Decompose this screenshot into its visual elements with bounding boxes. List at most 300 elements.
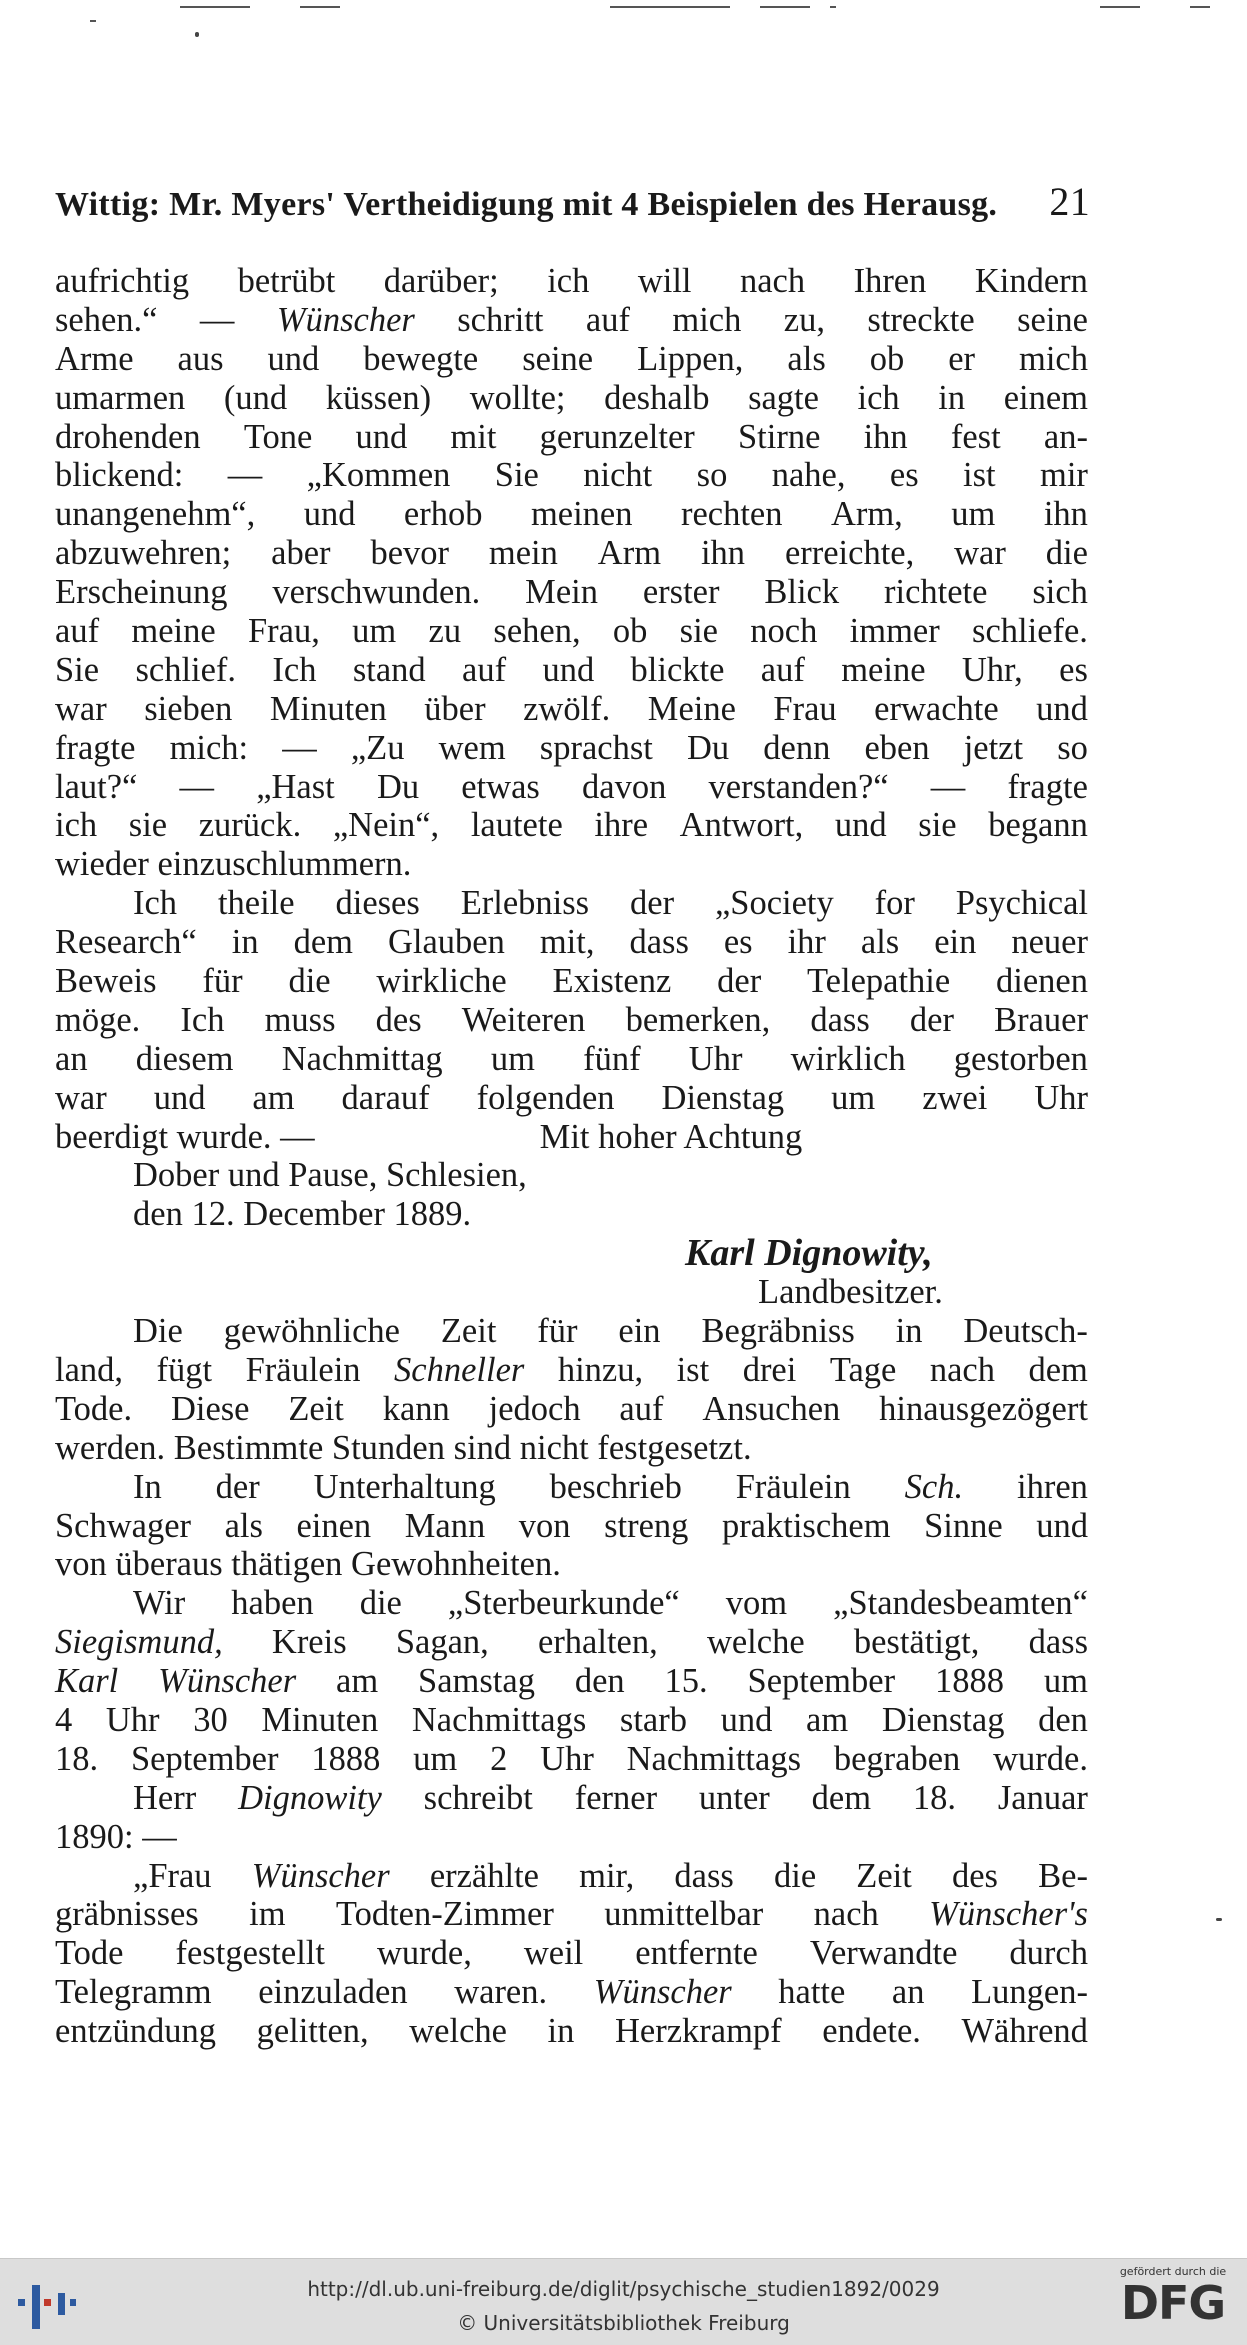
- text-line: [55, 1507, 1088, 1546]
- word: dass: [674, 1856, 734, 1895]
- word: haben: [231, 1584, 314, 1623]
- word: Kindern: [974, 262, 1088, 300]
- text-line: [55, 1195, 1088, 1234]
- word: 18.: [912, 1778, 957, 1817]
- word: wirklich: [790, 1039, 906, 1078]
- text-segment: [55, 612, 1088, 651]
- word: nahe,: [771, 456, 846, 495]
- word: —: [930, 767, 966, 806]
- word: Herzkrampf: [614, 2012, 782, 2051]
- text-segment: [133, 1857, 1088, 1896]
- word: mit: [450, 417, 497, 456]
- word: ich: [55, 806, 98, 845]
- word: schritt: [457, 300, 544, 339]
- word: In: [133, 1467, 162, 1506]
- word: Dienstag: [881, 1700, 1005, 1739]
- word: gräbnisses: [55, 1895, 199, 1934]
- word: Karl: [55, 1662, 119, 1701]
- word: nach: [929, 1350, 995, 1389]
- word: für: [537, 1312, 578, 1351]
- word: Stirne: [737, 417, 821, 456]
- word: begraben: [833, 1739, 961, 1778]
- text-segment: [55, 768, 1088, 807]
- word: Tode.: [55, 1389, 133, 1428]
- word: als: [224, 1506, 263, 1545]
- word: „Kommen: [306, 456, 451, 495]
- text-line: [55, 495, 1088, 534]
- word: Schneller: [394, 1350, 525, 1389]
- word: Todten-Zimmer: [335, 1895, 554, 1934]
- word: Telepathie: [807, 962, 951, 1001]
- word: Wünscher: [593, 1973, 732, 2012]
- word: Schwager: [55, 1506, 192, 1545]
- signature-name: Karl Dignowity,: [685, 1232, 933, 1275]
- word: Siegismund,: [55, 1623, 223, 1662]
- text-line: [55, 379, 1088, 418]
- text-line: [55, 1623, 1088, 1662]
- word: ferner: [574, 1778, 658, 1817]
- text-segment: [55, 573, 1088, 612]
- word: entfernte: [635, 1934, 758, 1973]
- word: Existenz: [552, 962, 672, 1001]
- word: dieses: [335, 884, 420, 923]
- word: Ich: [133, 884, 178, 923]
- word: schlief.: [135, 650, 237, 689]
- word: Sch.: [904, 1467, 964, 1506]
- text-line: [55, 1390, 1088, 1429]
- word: meinen: [530, 495, 633, 534]
- word: auf: [619, 1389, 664, 1428]
- word: Uhr,: [961, 650, 1023, 689]
- word: 18.: [55, 1739, 99, 1778]
- word: Diese: [170, 1389, 250, 1428]
- word: drohenden: [55, 417, 201, 456]
- word: bewegte: [363, 339, 479, 378]
- word: am: [806, 1700, 849, 1739]
- text-line: [55, 1662, 1088, 1701]
- word: davon: [582, 767, 667, 806]
- word: am: [252, 1078, 295, 1117]
- text-line: [55, 1001, 1088, 1040]
- word: 4: [55, 1700, 73, 1739]
- word: jetzt: [963, 728, 1024, 767]
- word: September: [130, 1739, 279, 1778]
- word: war: [55, 1078, 107, 1117]
- word: entzündung: [55, 2012, 216, 2051]
- word: sie: [918, 806, 957, 845]
- word: hinausgezögert: [879, 1389, 1088, 1428]
- word: wurde.: [993, 1739, 1088, 1778]
- word: um: [490, 1039, 535, 1078]
- word: Mein: [525, 573, 598, 612]
- word: Psychical: [955, 884, 1088, 923]
- word: des: [951, 1856, 998, 1895]
- word: des: [375, 1000, 422, 1039]
- word: Während: [961, 2012, 1088, 2051]
- text-segment: [55, 806, 1088, 845]
- word: —: [199, 300, 235, 339]
- word: ihn: [1043, 495, 1088, 534]
- word: „Society: [714, 884, 834, 923]
- word: Erscheinung: [55, 573, 228, 612]
- word: in: [231, 923, 259, 962]
- word: beschrieb: [549, 1467, 682, 1506]
- text-segment: den 12. December 1889.: [133, 1195, 472, 1234]
- word: um: [1043, 1662, 1088, 1701]
- word: für: [202, 962, 243, 1001]
- word: durch: [1009, 1934, 1088, 1973]
- word: neuer: [1011, 923, 1088, 962]
- word: waren.: [454, 1973, 548, 2012]
- word: nach: [739, 262, 806, 300]
- text-segment: [55, 418, 1088, 457]
- word: „Hast: [256, 767, 335, 806]
- word: Ihren: [853, 262, 927, 300]
- footer-url[interactable]: http://dl.ub.uni-freiburg.de/diglit/psychische_studien1892/0029: [307, 2277, 940, 2301]
- word: noch: [750, 612, 818, 651]
- word: der: [717, 962, 762, 1001]
- word: bestätigt,: [853, 1623, 980, 1662]
- word: Nachmittags: [626, 1739, 802, 1778]
- word: gewöhnliche: [223, 1312, 400, 1351]
- text-segment: [55, 262, 1088, 301]
- word: Sagan,: [395, 1623, 489, 1662]
- word: auf: [585, 300, 630, 339]
- text-line: [55, 1156, 1088, 1195]
- word: bemerken,: [625, 1000, 771, 1039]
- word: nach: [813, 1895, 879, 1934]
- word: rechten: [680, 495, 783, 534]
- word: wollte;: [469, 378, 566, 417]
- text-segment: [133, 1779, 1088, 1818]
- word: schliefe.: [972, 612, 1088, 651]
- word: Wünscher: [276, 300, 415, 339]
- word: der: [909, 1000, 954, 1039]
- word: und: [153, 1078, 206, 1117]
- word: Wünscher's: [929, 1895, 1088, 1934]
- word: Zeit: [856, 1856, 912, 1895]
- word: war: [954, 534, 1006, 573]
- word: Uhr: [1034, 1078, 1088, 1117]
- word: sehen,: [493, 612, 581, 651]
- text-segment: wieder einzuschlummern.: [55, 845, 412, 884]
- word: Beweis: [55, 962, 157, 1001]
- text-segment: [55, 1040, 1088, 1079]
- text-segment: [55, 962, 1088, 1001]
- word: zwei: [922, 1078, 988, 1117]
- word: Wünscher: [158, 1662, 297, 1701]
- word: Verwandte: [809, 1934, 958, 1973]
- word: war: [55, 689, 107, 728]
- word: ob: [869, 339, 905, 378]
- word: meine: [841, 650, 926, 689]
- word: deshalb: [604, 378, 710, 417]
- word: gelitten,: [256, 2012, 369, 2051]
- word: Arm: [597, 534, 662, 573]
- dfg-funded-label: gefördert durch die: [1119, 2265, 1227, 2278]
- word: an: [891, 1973, 925, 2012]
- scan-speck: [195, 32, 199, 37]
- text-segment: Dober und Pause, Schlesien,: [133, 1156, 527, 1195]
- word: dienen: [995, 962, 1088, 1001]
- text-line: [55, 1429, 1088, 1468]
- text-segment: [55, 1507, 1088, 1546]
- word: er: [948, 339, 976, 378]
- word: mir,: [579, 1856, 635, 1895]
- word: meine: [131, 612, 216, 651]
- word: jedoch: [488, 1389, 581, 1428]
- word: blickend:: [55, 456, 184, 495]
- word: eben: [864, 728, 930, 767]
- word: Arm,: [830, 495, 903, 534]
- word: sieben: [144, 689, 233, 728]
- word: „Zu: [350, 728, 405, 767]
- text-segment: [133, 884, 1088, 923]
- text-line: [55, 340, 1088, 379]
- text-segment: [55, 1934, 1088, 1973]
- word: weil: [523, 1934, 584, 1973]
- word: Arme: [55, 339, 134, 378]
- word: Mann: [404, 1506, 486, 1545]
- word: Nachmittag: [281, 1039, 443, 1078]
- scan-top-marks: [0, 0, 1247, 40]
- word: Fräulein: [735, 1467, 851, 1506]
- word: gerunzelter: [539, 417, 695, 456]
- word: festgestellt: [175, 1934, 325, 1973]
- text-line: [55, 1584, 1088, 1623]
- word: dem: [293, 923, 353, 962]
- word: die: [1045, 534, 1088, 573]
- text-segment: beerdigt wurde. —: [55, 1117, 315, 1156]
- word: vom: [725, 1584, 788, 1623]
- word: „Nein“,: [332, 806, 440, 845]
- text-line: [55, 1545, 1088, 1584]
- word: mein: [488, 534, 558, 573]
- word: einen: [296, 1506, 372, 1545]
- word: stand: [352, 650, 426, 689]
- text-line: [55, 806, 1088, 845]
- word: sprachst: [539, 728, 653, 767]
- word: mir: [1040, 456, 1088, 495]
- word: einem: [1003, 378, 1088, 417]
- word: 2: [490, 1739, 508, 1778]
- word: aufrichtig: [55, 262, 190, 300]
- text-line: [55, 1312, 1088, 1351]
- text-line: [55, 456, 1088, 495]
- scan-speck: [1216, 1918, 1222, 1921]
- text-line: [55, 1234, 1088, 1273]
- word: es: [723, 923, 753, 962]
- word: wurde,: [376, 1934, 472, 1973]
- word: Glauben: [387, 923, 505, 962]
- word: um: [413, 1739, 458, 1778]
- word: ihr: [787, 923, 826, 962]
- word: —: [179, 767, 215, 806]
- footer-bar: [0, 2258, 1247, 2345]
- word: Kreis: [271, 1623, 347, 1662]
- word: dass: [629, 923, 689, 962]
- text-line: [55, 1701, 1088, 1740]
- word: wem: [438, 728, 506, 767]
- word: Uhr: [688, 1039, 743, 1078]
- word: dass: [1028, 1623, 1088, 1662]
- word: schreibt: [423, 1778, 533, 1817]
- word: sie: [679, 612, 718, 651]
- word: erhalten,: [538, 1623, 658, 1662]
- text-line: [55, 612, 1088, 651]
- body-text: [55, 262, 1088, 2051]
- word: um: [831, 1078, 876, 1117]
- word: mich: [1019, 339, 1088, 378]
- word: „Sterbeurkunde“: [447, 1584, 680, 1623]
- text-line: [55, 1040, 1088, 1079]
- word: auf: [462, 650, 507, 689]
- word: aber: [271, 534, 331, 573]
- word: darüber;: [383, 262, 499, 300]
- word: 15.: [664, 1662, 708, 1701]
- word: dem: [811, 1778, 872, 1817]
- text-segment: Landbesitzer.: [758, 1273, 943, 1312]
- running-header: [55, 178, 1090, 226]
- running-title: Wittig: Mr. Myers' Vertheidigung mit 4 Beispielen des Herausg.: [55, 186, 998, 223]
- word: ist: [963, 456, 996, 495]
- word: Sinne: [924, 1506, 1003, 1545]
- text-line: [55, 1351, 1088, 1390]
- word: denn: [763, 728, 831, 767]
- word: Sie: [494, 456, 539, 495]
- word: laut?“: [55, 767, 138, 806]
- word: unmittelbar: [604, 1895, 764, 1934]
- text-line: [55, 962, 1088, 1001]
- word: über: [424, 689, 486, 728]
- text-segment: [55, 923, 1088, 962]
- word: in: [547, 2012, 575, 2051]
- word: Fräulein: [245, 1350, 361, 1389]
- word: Blick: [764, 573, 840, 612]
- text-segment: [55, 690, 1088, 729]
- page-number: 21: [1049, 179, 1090, 224]
- text-line: [55, 2012, 1088, 2051]
- word: am: [336, 1662, 379, 1701]
- word: Herr: [133, 1778, 197, 1817]
- word: Minuten: [261, 1700, 379, 1739]
- word: auf: [760, 650, 805, 689]
- word: Wir: [133, 1584, 186, 1623]
- closing-salutation: Mit hoher Achtung: [539, 1117, 803, 1156]
- word: richtete: [884, 573, 988, 612]
- word: starb: [619, 1700, 687, 1739]
- text-line: [55, 418, 1088, 457]
- text-line: [55, 845, 1088, 884]
- text-segment: [55, 379, 1088, 418]
- word: zwölf.: [523, 689, 611, 728]
- text-segment: von überaus thätigen Gewohnheiten.: [55, 1545, 561, 1584]
- word: Zeit: [440, 1312, 497, 1351]
- text-segment: [133, 1584, 1088, 1623]
- word: kann: [382, 1389, 450, 1428]
- word: blickte: [630, 650, 725, 689]
- text-segment: [55, 1973, 1088, 2012]
- word: immer: [849, 612, 940, 651]
- word: Du: [376, 767, 420, 806]
- word: Ansuchen: [702, 1389, 841, 1428]
- word: Uhr: [105, 1700, 160, 1739]
- text-segment: [55, 1623, 1088, 1662]
- word: Samstag: [418, 1662, 535, 1701]
- word: hatte: [778, 1973, 846, 2012]
- text-line: [55, 1468, 1088, 1507]
- word: welche: [706, 1623, 805, 1662]
- word: streckte: [867, 300, 975, 339]
- text-segment: [55, 1351, 1088, 1390]
- word: theile: [217, 884, 295, 923]
- word: endete.: [822, 2012, 921, 2051]
- word: Frau,: [247, 612, 320, 651]
- word: und: [267, 339, 320, 378]
- word: sie: [128, 806, 168, 845]
- word: Wünscher: [251, 1856, 390, 1895]
- word: Unterhaltung: [313, 1467, 496, 1506]
- text-line: [55, 1818, 1088, 1857]
- word: und: [1036, 1506, 1088, 1545]
- word: dem: [1028, 1350, 1088, 1389]
- text-segment: [55, 2012, 1088, 2051]
- text-segment: [133, 1312, 1088, 1351]
- word: Weiteren: [461, 1000, 586, 1039]
- word: Uhr: [540, 1739, 594, 1778]
- word: unter: [698, 1778, 770, 1817]
- word: der: [215, 1467, 260, 1506]
- word: ist: [676, 1350, 710, 1389]
- text-line: [55, 1779, 1088, 1818]
- word: fragte: [1007, 767, 1088, 806]
- word: Dignowity: [238, 1778, 382, 1817]
- word: Deutsch-: [963, 1312, 1088, 1351]
- word: dass: [810, 1000, 870, 1039]
- word: Dienstag: [661, 1078, 785, 1117]
- word: folgenden: [476, 1078, 615, 1117]
- text-line: [55, 301, 1088, 340]
- word: der: [630, 884, 675, 923]
- word: ich: [857, 378, 900, 417]
- word: 1888: [934, 1662, 1004, 1701]
- text-line: [55, 1273, 1088, 1312]
- text-line: [55, 1973, 1088, 2012]
- word: darauf: [341, 1078, 430, 1117]
- text-line: [55, 1934, 1088, 1973]
- word: fünf: [583, 1039, 641, 1078]
- dfg-logo: [1113, 2265, 1233, 2341]
- text-segment: [55, 1740, 1088, 1779]
- word: sich: [1032, 573, 1088, 612]
- word: in: [938, 378, 966, 417]
- word: streng: [604, 1506, 689, 1545]
- word: den: [1038, 1700, 1088, 1739]
- word: praktischem: [721, 1506, 891, 1545]
- text-segment: [55, 301, 1088, 340]
- word: fest: [950, 417, 1001, 456]
- word: lautete: [470, 806, 563, 845]
- word: mich: [672, 300, 742, 339]
- word: die: [773, 1856, 817, 1895]
- word: es: [1059, 650, 1088, 689]
- word: Research“: [55, 923, 197, 962]
- word: 30: [193, 1700, 228, 1739]
- text-line: [55, 1895, 1088, 1934]
- word: zu: [428, 612, 462, 651]
- text-line: [55, 651, 1088, 690]
- word: ihren: [1017, 1467, 1088, 1506]
